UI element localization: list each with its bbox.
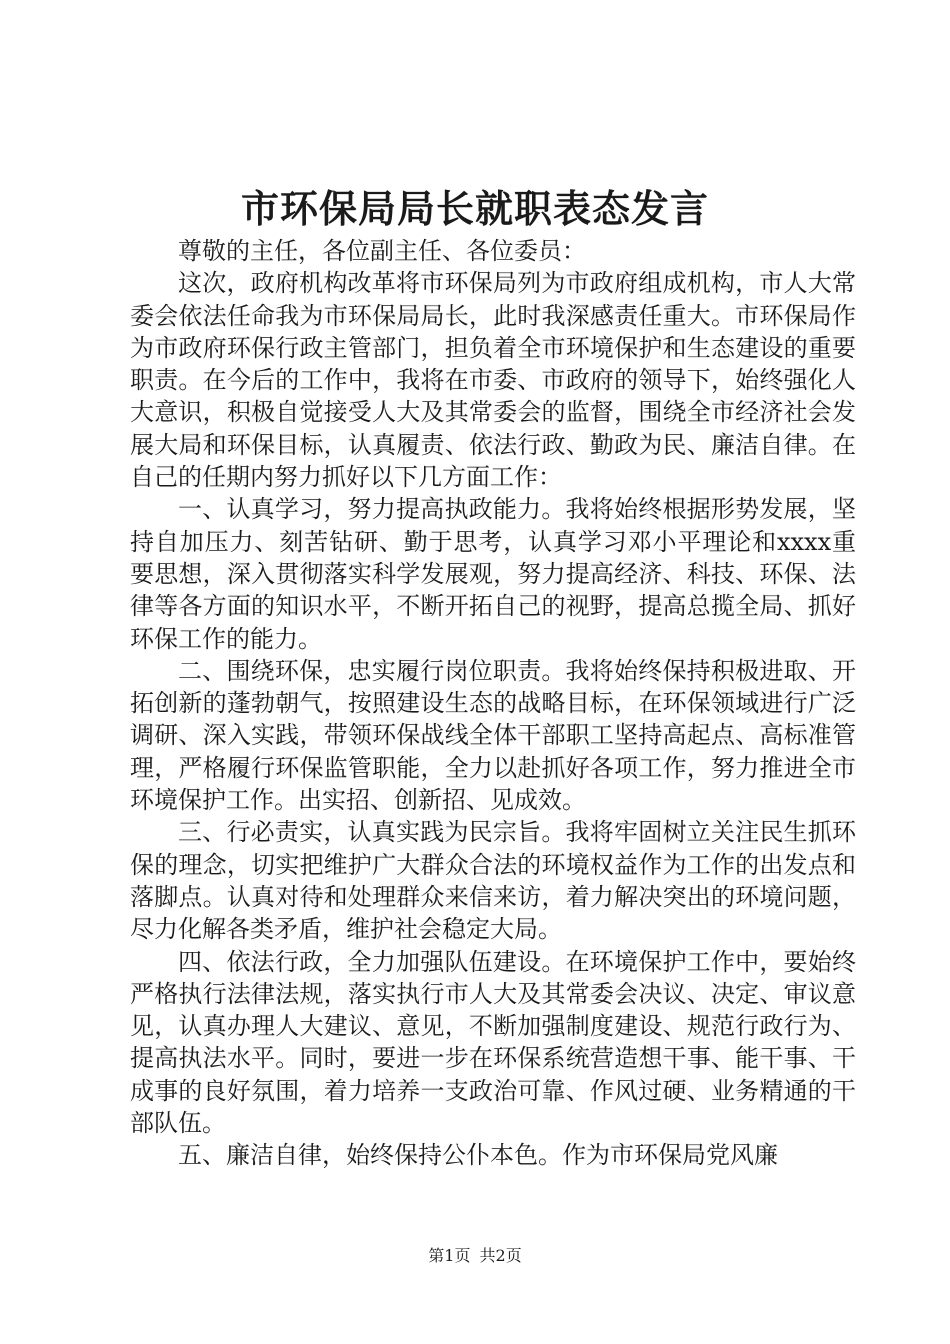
page-total: 共2页 bbox=[479, 1246, 522, 1265]
page-number: 第1页 bbox=[428, 1246, 471, 1265]
salutation-paragraph: 尊敬的主任，各位副主任、各位委员： bbox=[178, 237, 586, 265]
document-title: 市环保局局长就职表态发言 bbox=[240, 186, 709, 231]
section-2-paragraph: 二、围绕环保，忠实履行岗位职责。我将始终保持积极进取、开拓创新的蓬勃朝气，按照建设生态的战略目标，在环保领域进行广泛调研、深入实践，带领环保战线全体干部职工坚持高起点、高标准管理，严格履行环保监管职能，全力以赴抓好各项工作，努力推进全市环境保护工作。出实招、创新招、见成效。 bbox=[130, 656, 856, 815]
page-footer bbox=[0, 1245, 950, 1267]
document-body bbox=[130, 235, 856, 1172]
section-1-paragraph: 一、认真学习，努力提高执政能力。我将始终根据形势发展，坚持自加压力、刻苦钻研、勤于思考，认真学习邓小平理论和xxxx重要思想，深入贯彻落实科学发展观，努力提高经济、科技、环保、法律等各方面的知识水平，不断开拓自己的视野，提高总揽全局、抓好环保工作的能力。 bbox=[130, 495, 856, 653]
section-3-paragraph: 三、行必责实，认真实践为民宗旨。我将牢固树立关注民生抓环保的理念，切实把维护广大群众合法的环境权益作为工作的出发点和落脚点。认真对待和处理群众来信来访，着力解决突出的环境问题，尽力化解各类矛盾，维护社会稳定大局。 bbox=[130, 818, 856, 944]
section-5-paragraph: 五、廉洁自律，始终保持公仆本色。作为市环保局党风廉 bbox=[178, 1141, 778, 1170]
section-4-paragraph: 四、依法行政，全力加强队伍建设。在环境保护工作中，要始终严格执行法律法规，落实执行市人大及其常委会决议、决定、审议意见，认真办理人大建议、意见，不断加强制度建设、规范行政行为、提高执法水平。同时，要进一步在环保系统营造想干事、能干事、干成事的良好氛围，着力培养一支政治可靠、作风过硬、业务精通的干部队伍。 bbox=[130, 947, 856, 1138]
intro-paragraph: 这次，政府机构改革将市环保局列为市政府组成机构，市人大常委会依法任命我为市环保局局长，此时我深感责任重大。市环保局作为市政府环保行政主管部门，担负着全市环境保护和生态建设的重要职责。在今后的工作中，我将在市委、市政府的领导下，始终强化人大意识，积极自觉接受人大及其常委会的监督，围绕全市经济社会发展大局和环保目标，认真履责、依法行政、勤政为民、廉洁自律。在自己的任期内努力抓好以下几方面工作： bbox=[130, 269, 856, 492]
